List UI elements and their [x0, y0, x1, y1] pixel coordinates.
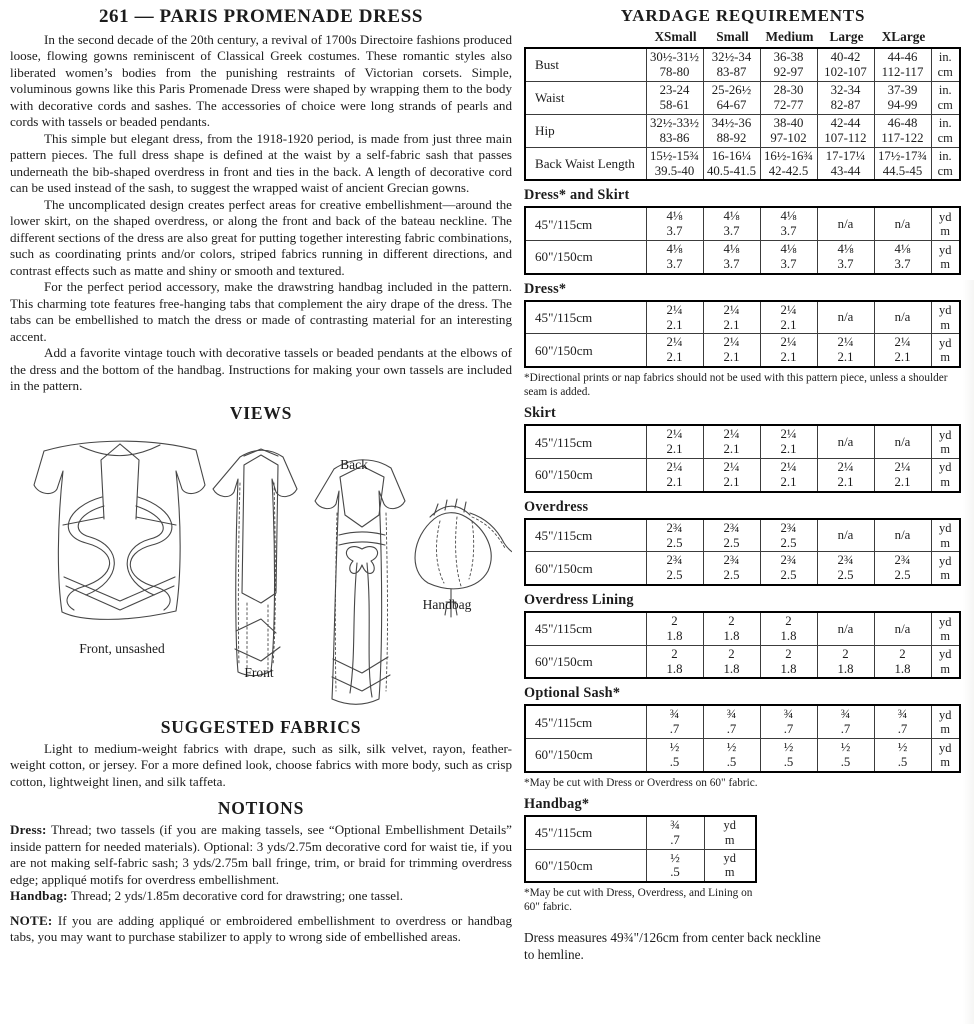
- measurement-value: 16-16¼ 40.5-41.5: [703, 147, 760, 180]
- yardage-row: [525, 334, 960, 367]
- yardage-value: 2¾ 2.5: [817, 552, 874, 585]
- yardage-section-heading: Handbag*: [524, 795, 590, 812]
- yardage-row: [525, 459, 960, 492]
- units-cell: yd m: [931, 552, 960, 585]
- yardage-value: 4⅛ 3.7: [703, 207, 760, 240]
- yardage-value: 2 1.8: [760, 612, 817, 645]
- yardage-value: 2 1.8: [874, 645, 931, 678]
- yardage-row: [525, 816, 756, 849]
- units-cell: yd m: [931, 241, 960, 274]
- yardage-value: 2 1.8: [703, 612, 760, 645]
- yardage-value: 2¾ 2.5: [760, 519, 817, 552]
- front-label: Front: [244, 664, 274, 680]
- notions-handbag-label: Handbag:: [10, 888, 68, 904]
- yardage-value: ½ .5: [760, 739, 817, 772]
- notions-dress-label: Dress:: [10, 822, 47, 838]
- yardage-row: [525, 425, 960, 458]
- fabric-width-label: 60"/150cm: [525, 241, 646, 274]
- units-cell: yd m: [931, 425, 960, 458]
- measurement-name: Waist: [525, 81, 646, 114]
- units-cell: yd m: [931, 739, 960, 772]
- yardage-value: ½ .5: [817, 739, 874, 772]
- back-label: Back: [340, 456, 368, 472]
- yardage-requirements-heading: YARDAGE REQUIREMENTS: [620, 6, 866, 25]
- embellishment-paragraph: The uncomplicated design creates perfect areas for creative embellishment—around the lower skirt, on the shaped overdress, or along the front and back of the bateau neckline. The different sections of the dress are also great for putting together interesting fabric combinations, such as coordinating prints and/or colors, striped fabrics running in different directions, and contrast effects such as matte and shiny or smooth and textured.: [10, 196, 512, 278]
- measurement-value: 44-46 112-117: [874, 48, 931, 81]
- measurement-value: 37-39 94-99: [874, 81, 931, 114]
- units-cell: yd m: [931, 645, 960, 678]
- yardage-section: [524, 796, 968, 915]
- yardage-value: n/a: [817, 612, 874, 645]
- size-column-headers: [524, 29, 968, 45]
- yardage-value: ¾ .7: [874, 705, 931, 738]
- table-footnote: *May be cut with Dress or Overdress on 60" fabric.: [524, 776, 758, 789]
- fabric-width-label: 60"/150cm: [525, 334, 646, 367]
- yardage-value: 2¼ 2.1: [874, 334, 931, 367]
- yardage-value: 4⅛ 3.7: [817, 241, 874, 274]
- measurement-name: Hip: [525, 114, 646, 147]
- yardage-value: 4⅛ 3.7: [760, 241, 817, 274]
- measurement-name: Back Waist Length: [525, 147, 646, 180]
- yardage-section-heading: Dress*: [524, 280, 567, 297]
- note-item: [10, 913, 512, 946]
- yardage-table: [524, 424, 961, 492]
- fabric-width-label: 60"/150cm: [525, 552, 646, 585]
- measurement-value: 42-44 107-112: [817, 114, 874, 147]
- units-cell: yd m: [704, 816, 756, 849]
- table-footnote: *May be cut with Dress, Overdress, and Lining on 60" fabric.: [524, 887, 753, 914]
- units-cell: yd m: [931, 301, 960, 334]
- yardage-section: [524, 592, 968, 679]
- yardage-value: 2¾ 2.5: [646, 519, 703, 552]
- measurement-value: 46-48 117-122: [874, 114, 931, 147]
- yardage-row: [525, 849, 756, 882]
- yardage-row: [525, 705, 960, 738]
- size-column-header: Large: [829, 29, 864, 44]
- intro-paragraph: In the second decade of the 20th century, a revival of 1700s Directoire fashions produced loose, flowing gowns reminiscent of Classical Greek costumes. These romantic styles also liberated women’s bodies from the punishing restraints of Victorian corsets. Simple, voluminous gowns like this Paris Promenade Dress were shaped by wrapping them to the body with decorative cords and sashes. The accessories of choice were long strands of pearls and cords with tassels or beaded pendants.: [10, 32, 512, 130]
- yardage-value: 2¼ 2.1: [874, 459, 931, 492]
- note-text: If you are adding appliqué or embroidered embellishment to overdress or handbag tabs, you may want to purchase stabilizer to apply to wrong side of embellished areas.: [10, 912, 512, 945]
- yardage-value: n/a: [817, 207, 874, 240]
- yardage-value: 4⅛ 3.7: [646, 207, 703, 240]
- views-heading: VIEWS: [229, 402, 293, 423]
- yardage-value: 2 1.8: [703, 645, 760, 678]
- units-cell: in. cm: [931, 48, 960, 81]
- construction-paragraph: This simple but elegant dress, from the 1918-1920 period, is made from just three main pattern pieces. The full dress shape is defined at the waist by a self-fabric sash that passes underneath the bib-shaped overdress in front and ties in the back. A length of decorative cord can be used instead of the sash, to suggest the wrapped waist of ancient Grecian gowns.: [10, 130, 512, 196]
- suggested-fabrics-heading: SUGGESTED FABRICS: [160, 716, 362, 737]
- notions-handbag-item: [10, 888, 512, 904]
- measurement-row: [525, 48, 960, 81]
- units-cell: yd m: [931, 334, 960, 367]
- front-unsashed-label: Front, unsashed: [79, 640, 165, 656]
- yardage-value: 2 1.8: [760, 645, 817, 678]
- yardage-value: n/a: [874, 519, 931, 552]
- yardage-value: 4⅛ 3.7: [703, 241, 760, 274]
- yardage-sections: [524, 187, 968, 914]
- yardage-row: [525, 301, 960, 334]
- measurement-value: 32-34 82-87: [817, 81, 874, 114]
- measurement-value: 34½-36 88-92: [703, 114, 760, 147]
- yardage-section: [524, 405, 968, 492]
- yardage-section-heading: Skirt: [524, 405, 556, 422]
- units-cell: yd m: [931, 207, 960, 240]
- yardage-value: 2¼ 2.1: [703, 301, 760, 334]
- measurement-value: 17½-17¾ 44.5-45: [874, 147, 931, 180]
- fabric-width-label: 45"/115cm: [525, 519, 646, 552]
- measurement-value: 28-30 72-77: [760, 81, 817, 114]
- yardage-row: [525, 519, 960, 552]
- yardage-value: 2¼ 2.1: [646, 425, 703, 458]
- yardage-row: [525, 241, 960, 274]
- yardage-value: 2¼ 2.1: [703, 334, 760, 367]
- yardage-table: [524, 704, 961, 772]
- handbag-paragraph: For the perfect period accessory, make the drawstring handbag included in the pattern. This charming tote features free-hanging tabs that complement the airy drape of the dress. The tabs can be embellished to match the dress or made of contrasting material for an interesting accent.: [10, 279, 512, 344]
- yardage-value: 4⅛ 3.7: [760, 207, 817, 240]
- measurement-value: 16½-16¾ 42-42.5: [760, 147, 817, 180]
- yardage-value: 4⅛ 3.7: [646, 241, 703, 274]
- measurement-value: 32½-33½ 83-86: [646, 114, 703, 147]
- measurement-row: [525, 81, 960, 114]
- yardage-value: 2¾ 2.5: [646, 552, 703, 585]
- yardage-value: 2 1.8: [817, 645, 874, 678]
- fabric-width-label: 60"/150cm: [525, 645, 646, 678]
- yardage-value: 2¼ 2.1: [646, 301, 703, 334]
- measurement-value: 40-42 102-107: [817, 48, 874, 81]
- measurement-value: 36-38 92-97: [760, 48, 817, 81]
- fabric-width-label: 60"/150cm: [525, 459, 646, 492]
- yardage-value: n/a: [874, 612, 931, 645]
- yardage-section-heading: Overdress Lining: [524, 592, 634, 609]
- yardage-value: 2¼ 2.1: [646, 334, 703, 367]
- yardage-value: 2¼ 2.1: [646, 459, 703, 492]
- measurement-value: 23-24 58-61: [646, 81, 703, 114]
- yardage-value: n/a: [874, 425, 931, 458]
- yardage-value: 2¼ 2.1: [760, 334, 817, 367]
- yardage-row: [525, 552, 960, 585]
- front-unsashed-drawing: [34, 441, 205, 619]
- fabric-width-label: 60"/150cm: [525, 739, 646, 772]
- views-illustrations: [10, 427, 512, 709]
- yardage-value: ¾ .7: [760, 705, 817, 738]
- fabric-width-label: 45"/115cm: [525, 816, 646, 849]
- yardage-table: [524, 518, 961, 586]
- yardage-value: ¾ .7: [817, 705, 874, 738]
- yardage-table: [524, 611, 961, 679]
- yardage-value: ¾ .7: [646, 816, 704, 849]
- notions-dress-text: Thread; two tassels (if you are making tassels, see “Optional Embellishment Details” inside pattern for needed materials). Optional: 3 yds/2.75m decorative cord for waist tie, if you are not making self-fabric sash; 3 yds/2.75m ball fringe, trim, or braid for trimming overdress edge; appliqué motifs for overdress embellishment.: [10, 822, 512, 887]
- size-column-header: Small: [716, 29, 749, 44]
- yardage-value: 2 1.8: [646, 612, 703, 645]
- yardage-section: [524, 187, 968, 274]
- yardage-value: 2¼ 2.1: [817, 334, 874, 367]
- yardage-table: [524, 815, 757, 883]
- description-text: [10, 32, 512, 395]
- fabric-width-label: 45"/115cm: [525, 612, 646, 645]
- yardage-value: ½ .5: [646, 849, 704, 882]
- yardage-value: 4⅛ 3.7: [874, 241, 931, 274]
- units-cell: yd m: [931, 459, 960, 492]
- yardage-value: 2¼ 2.1: [703, 425, 760, 458]
- units-cell: yd m: [931, 519, 960, 552]
- fabric-width-label: 60"/150cm: [525, 849, 646, 882]
- body-measurements-table: [524, 47, 961, 181]
- page-title: 261 — PARIS PROMENADE DRESS: [98, 6, 424, 27]
- yardage-value: n/a: [874, 207, 931, 240]
- notions-dress-item: [10, 822, 512, 888]
- yardage-value: 2¾ 2.5: [703, 519, 760, 552]
- fabric-width-label: 45"/115cm: [525, 425, 646, 458]
- units-cell: in. cm: [931, 81, 960, 114]
- measurement-value: 38-40 97-102: [760, 114, 817, 147]
- yardage-row: [525, 645, 960, 678]
- front-view-drawing: [213, 449, 297, 676]
- yardage-value: n/a: [817, 519, 874, 552]
- yardage-value: 2¼ 2.1: [703, 459, 760, 492]
- fabric-width-label: 45"/115cm: [525, 705, 646, 738]
- fabrics-paragraph: Light to medium-weight fabrics with drape, such as silk, silk velvet, rayon, feather-weight cotton, or jersey. For a more defined look, choose fabrics with more body, such as crisp cotton, lightweight linen, and silk taffeta.: [10, 740, 512, 789]
- yardage-section-heading: Dress* and Skirt: [524, 187, 630, 204]
- units-cell: in. cm: [931, 147, 960, 180]
- yardage-value: 2¼ 2.1: [760, 459, 817, 492]
- handbag-label: Handbag: [422, 596, 472, 612]
- units-cell: yd m: [931, 612, 960, 645]
- yardage-value: 2¼ 2.1: [817, 459, 874, 492]
- yardage-row: [525, 739, 960, 772]
- yardage-row: [525, 207, 960, 240]
- dress-length-note: Dress measures 49¾"/126cm from center back neckline to hemline.: [524, 929, 821, 962]
- notions-heading: NOTIONS: [217, 798, 305, 819]
- yardage-section-heading: Optional Sash*: [524, 685, 621, 702]
- measurement-value: 30½-31½ 78-80: [646, 48, 703, 81]
- measurement-value: 17-17¼ 43-44: [817, 147, 874, 180]
- measurement-name: Bust: [525, 48, 646, 81]
- yardage-value: ½ .5: [646, 739, 703, 772]
- size-column-header: XSmall: [654, 29, 697, 44]
- size-column-header: XLarge: [881, 29, 926, 44]
- yardage-value: ¾ .7: [703, 705, 760, 738]
- table-footnote: *Directional prints or nap fabrics should not be used with this pattern piece, unless a shoulder seam is added.: [524, 372, 948, 399]
- yardage-value: 2¾ 2.5: [760, 552, 817, 585]
- yardage-value: ¾ .7: [646, 705, 703, 738]
- fabric-width-label: 45"/115cm: [525, 207, 646, 240]
- suggested-fabrics-text: [10, 741, 512, 790]
- measurement-value: 25-26½ 64-67: [703, 81, 760, 114]
- measurement-row: [525, 147, 960, 180]
- notions-handbag-text: Thread; 2 yds/1.85m decorative cord for drawstring; one tassel.: [70, 888, 404, 904]
- measurement-value: 32½-34 83-87: [703, 48, 760, 81]
- yardage-section: [524, 685, 968, 789]
- tassels-paragraph: Add a favorite vintage touch with decorative tassels or beaded pendants at the elbows of the dress and the bottom of the handbag. Instructions for making your own tassels are included in the pattern.: [10, 345, 512, 394]
- size-column-header: Medium: [765, 29, 814, 44]
- measurement-row: [525, 114, 960, 147]
- units-cell: yd m: [931, 705, 960, 738]
- yardage-value: 2¼ 2.1: [760, 301, 817, 334]
- yardage-table: [524, 206, 961, 274]
- left-column: [10, 4, 512, 946]
- units-cell: in. cm: [931, 114, 960, 147]
- yardage-section-heading: Overdress: [524, 498, 589, 515]
- yardage-value: n/a: [874, 301, 931, 334]
- yardage-value: 2¾ 2.5: [874, 552, 931, 585]
- yardage-value: 2¼ 2.1: [760, 425, 817, 458]
- yardage-value: 2¾ 2.5: [703, 552, 760, 585]
- yardage-value: ½ .5: [874, 739, 931, 772]
- yardage-value: 2 1.8: [646, 645, 703, 678]
- yardage-value: ½ .5: [703, 739, 760, 772]
- note-label: NOTE:: [10, 912, 53, 928]
- yardage-value: n/a: [817, 301, 874, 334]
- right-column: [524, 6, 968, 963]
- yardage-section: [524, 499, 968, 586]
- yardage-table: [524, 300, 961, 368]
- measurement-value: 15½-15¾ 39.5-40: [646, 147, 703, 180]
- back-view-drawing: [315, 460, 405, 704]
- yardage-section: [524, 281, 968, 400]
- yardage-row: [525, 612, 960, 645]
- units-cell: yd m: [704, 849, 756, 882]
- yardage-value: n/a: [817, 425, 874, 458]
- fabric-width-label: 45"/115cm: [525, 301, 646, 334]
